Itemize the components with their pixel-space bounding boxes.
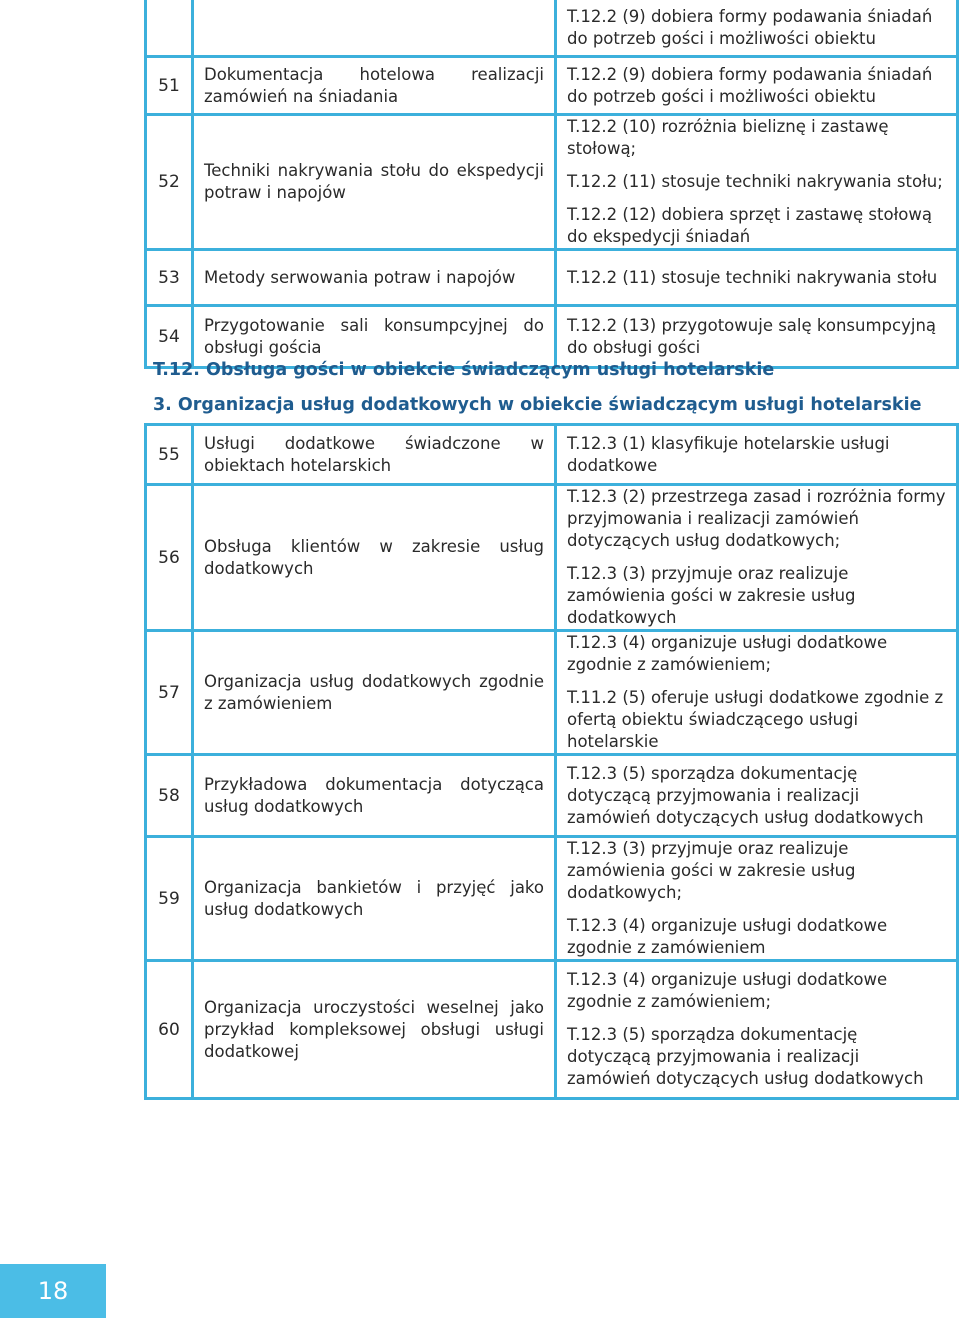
row-number: 54	[146, 306, 193, 368]
table-row	[146, 0, 958, 57]
effects-cell	[556, 425, 958, 485]
learning-effect: T.12.2 (11) stosuje techniki nakrywania stołu	[567, 267, 938, 287]
effects-cell	[556, 631, 958, 755]
row-number: 53	[146, 250, 193, 306]
row-number: 52	[146, 115, 193, 250]
learning-effect: T.12.3 (3) przyjmuje oraz realizuje zamówienia gości w zakresie usług dodatkowych;	[567, 839, 856, 902]
topic-cell: Organizacja usług dodatkowych zgodnie z zamówieniem	[193, 631, 556, 755]
table-row	[146, 755, 958, 837]
row-number: 56	[146, 485, 193, 631]
effects-cell	[556, 250, 958, 306]
curriculum-table-top	[144, 0, 959, 369]
table-row	[146, 837, 958, 961]
topic-cell: Organizacja uroczystości weselnej jako przykład kompleksowej obsługi usługi dodatkowej	[193, 961, 556, 1099]
curriculum-table-bottom	[144, 423, 959, 1100]
row-number: 55	[146, 425, 193, 485]
effects-cell	[556, 837, 958, 961]
row-number: 58	[146, 755, 193, 837]
table-row	[146, 115, 958, 250]
effects-cell	[556, 115, 958, 250]
page-number: 18	[0, 1264, 106, 1318]
section-title: T.12. Obsługa gości w obiekcie świadczącym usługi hotelarskie	[153, 360, 775, 380]
topic-cell: Techniki nakrywania stołu do ekspedycji potraw i napojów	[193, 115, 556, 250]
learning-effect: T.12.2 (13) przygotowuje salę konsumpcyjną do obsługi gości	[567, 315, 937, 357]
row-number	[146, 0, 193, 57]
topic-cell: Dokumentacja hotelowa realizacji zamówień na śniadania	[193, 57, 556, 115]
effects-cell	[556, 485, 958, 631]
effects-cell	[556, 961, 958, 1099]
table-row	[146, 250, 958, 306]
topic-cell: Organizacja bankietów i przyjęć jako usług dodatkowych	[193, 837, 556, 961]
topic-cell: Usługi dodatkowe świadczone w obiektach hotelarskich	[193, 425, 556, 485]
learning-effect: T.12.3 (5) sporządza dokumentację dotyczącą przyjmowania i realizacji zamówień dotyczących usług dodatkowych	[567, 1025, 924, 1088]
learning-effect: T.12.3 (2) przestrzega zasad i rozróżnia formy przyjmowania i realizacji zamówień dotyczących usług dodatkowych;	[567, 487, 946, 550]
learning-effect: T.12.3 (1) klasyfikuje hotelarskie usługi dodatkowe	[567, 433, 890, 475]
table-row	[146, 961, 958, 1099]
table-row	[146, 57, 958, 115]
effects-cell	[556, 57, 958, 115]
learning-effect: T.12.2 (9) dobiera formy podawania śniadań do potrzeb gości i możliwości obiektu	[567, 6, 933, 48]
learning-effect: T.12.3 (3) przyjmuje oraz realizuje zamówienia gości w zakresie usług dodatkowych	[567, 564, 856, 627]
learning-effect: T.12.2 (10) rozróżnia bieliznę i zastawę stołową;	[567, 117, 889, 158]
learning-effect: T.12.2 (11) stosuje techniki nakrywania stołu;	[567, 172, 943, 191]
row-number: 57	[146, 631, 193, 755]
row-number: 59	[146, 837, 193, 961]
row-number: 51	[146, 57, 193, 115]
learning-effect: T.12.3 (4) organizuje usługi dodatkowe zgodnie z zamówieniem;	[567, 633, 888, 674]
topic-cell	[193, 0, 556, 57]
table-row	[146, 631, 958, 755]
learning-effect: T.12.2 (12) dobiera sprzęt i zastawę stołową do ekspedycji śniadań	[567, 205, 932, 246]
learning-effect: T.12.2 (9) dobiera formy podawania śniadań do potrzeb gości i możliwości obiektu	[567, 64, 933, 106]
topic-cell: Przygotowanie sali konsumpcyjnej do obsługi gościa	[193, 306, 556, 368]
learning-effect: T.12.3 (4) organizuje usługi dodatkowe zgodnie z zamówieniem	[567, 916, 888, 957]
effects-cell	[556, 755, 958, 837]
effects-cell	[556, 0, 958, 57]
topic-cell: Metody serwowania potraw i napojów	[193, 250, 556, 306]
topic-cell: Przykładowa dokumentacja dotycząca usług dodatkowych	[193, 755, 556, 837]
learning-effect: T.11.2 (5) oferuje usługi dodatkowe zgodnie z ofertą obiektu świadczącego usługi hotelarskie	[567, 688, 944, 751]
topic-cell: Obsługa klientów w zakresie usług dodatkowych	[193, 485, 556, 631]
table-row	[146, 425, 958, 485]
table-row	[146, 485, 958, 631]
learning-effect: T.12.3 (5) sporządza dokumentację dotyczącą przyjmowania i realizacji zamówień dotyczących usług dodatkowych	[567, 763, 924, 827]
row-number: 60	[146, 961, 193, 1099]
subsection-title: 3. Organizacja usług dodatkowych w obiekcie świadczącym usługi hotelarskie	[153, 395, 922, 415]
learning-effect: T.12.3 (4) organizuje usługi dodatkowe zgodnie z zamówieniem;	[567, 970, 888, 1011]
